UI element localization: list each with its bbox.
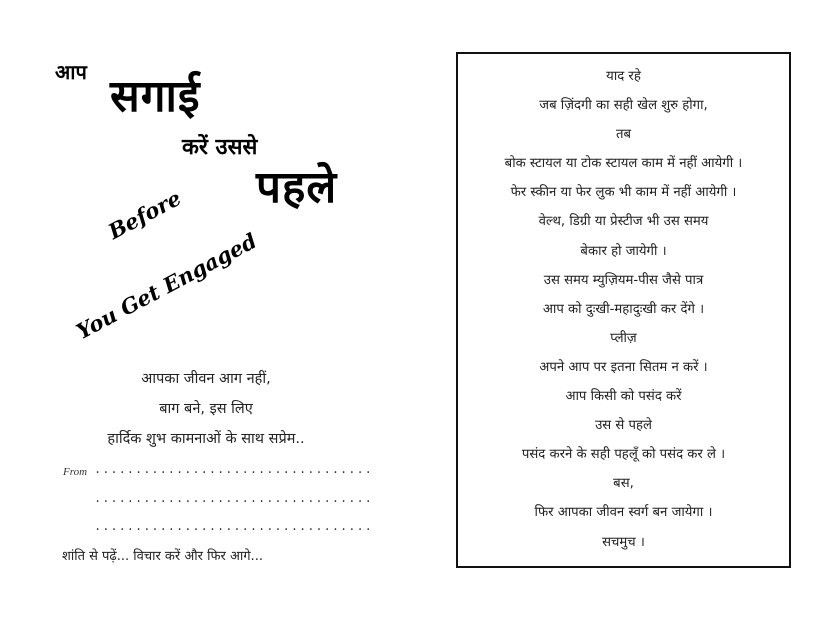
poem-line: याद रहे: [606, 69, 641, 84]
title-word-sagai: सगाई: [110, 71, 201, 122]
title-word-karen-usse: करें उससे: [182, 135, 258, 160]
footer-note: शांति से पढ़ें... विचार करें और फिर आगे...: [62, 549, 263, 564]
greeting-line: बाग बने, इस लिए: [159, 401, 253, 417]
poem-line: प्लीज़: [610, 330, 637, 346]
poem-line: आप को दुःखी-महादुःखी कर देंगे ।: [542, 301, 705, 317]
poem-line: उस से पहले: [595, 418, 652, 434]
greeting-line: आपका जीवन आग नहीं,: [141, 371, 271, 387]
poem-line: फेर स्कीन या फेर लुक भी काम में नहीं आयेगी ।: [510, 185, 737, 201]
poem-line: आप किसी को पसंद करें: [565, 389, 682, 405]
english-before: Before: [104, 185, 186, 245]
poem-line: वेल्थ, डिग्री या प्रेस्टीज भी उस समय: [538, 214, 709, 230]
poem-line: बस,: [613, 476, 634, 492]
from-dotted-line: ..................................: [94, 463, 373, 477]
from-dotted-line: ..................................: [94, 492, 373, 506]
title-word-pahle: पहले: [256, 162, 338, 213]
from-label: From: [63, 466, 88, 478]
from-dotted-line: ..................................: [94, 520, 373, 534]
poem-line: तब: [615, 127, 632, 143]
poem-text: [458, 62, 789, 557]
title-word-aap: आप: [55, 60, 87, 84]
poem-line: पसंद करने के सही पहलूँ को पसंद कर ले ।: [521, 447, 726, 463]
poem-line: उस समय म्युज़ियम-पीस जैसे पात्र: [543, 272, 704, 288]
poem-line: बेकार हो जायेगी ।: [580, 243, 667, 259]
poem-line: बोक स्टायल या टोक स्टायल काम में नहीं आयेगी ।: [504, 156, 743, 172]
poem-line: जब ज़िंदगी का सही खेल शुरु होगा,: [539, 98, 708, 114]
poem-line: सचमुच ।: [602, 534, 645, 550]
poem-line: अपने आप पर इतना सितम न करें ।: [539, 359, 708, 375]
greeting-line: हार्दिक शुभ कामनाओं के साथ सप्रेम..: [107, 431, 305, 447]
english-you-get-engaged: You Get Engaged: [72, 227, 261, 345]
poem-panel: [456, 52, 791, 568]
poem-line: फिर आपका जीवन स्वर्ग बन जायेगा ।: [534, 505, 713, 521]
